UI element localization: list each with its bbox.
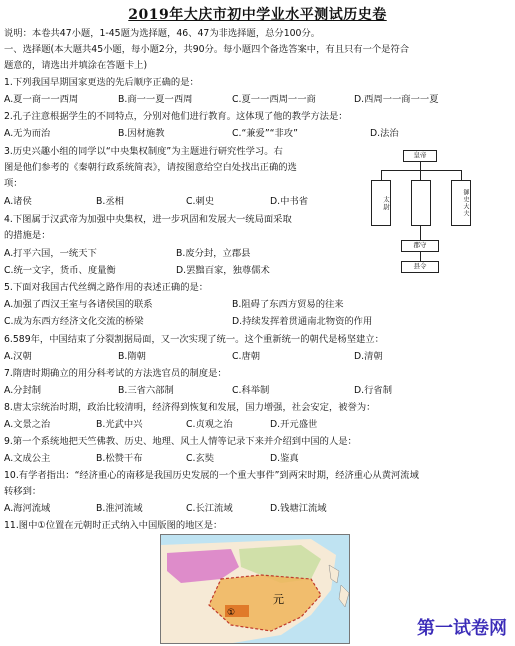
diagram-connector (420, 252, 421, 261)
answer-option: C.夏一一西周一一商 (232, 94, 316, 105)
question-stem: 1.下列我国早期国家更迭的先后顺序正确的是： (4, 77, 199, 88)
question-stem: 10.有学者指出：“经济重心的南移是我国历史发展的一个重大事件”到两宋时期，经济重心从黄河流域 (4, 470, 419, 481)
question-stem: 11.图中①位置在元朝时正式纳入中国版图的地区是： (4, 520, 223, 531)
answer-option: A.文成公主 (4, 453, 51, 464)
answer-option: A.汉朝 (4, 351, 32, 362)
answer-option: A.夏一商一一西周 (4, 94, 79, 105)
diagram-connector (381, 170, 382, 180)
answer-option: D.中书省 (270, 196, 309, 207)
answer-option: D.钱塘江流域 (270, 503, 327, 514)
answer-option: C.贞观之治 (186, 419, 233, 430)
answer-option: B.废分封，立郡县 (176, 248, 251, 259)
answer-option: D.行省制 (354, 385, 393, 396)
answer-option: B.阻碍了东西方贸易的往来 (232, 299, 344, 310)
map-graphic (161, 535, 350, 644)
qin-admin-diagram (365, 150, 477, 280)
diagram-connector (381, 170, 461, 171)
answer-option: D.鉴真 (270, 453, 299, 464)
answer-option: B.三省六部制 (118, 385, 174, 396)
question-stem: 7.隋唐时期确立的用分科考试的方法选官员的制度是： (4, 368, 227, 379)
answer-option: A.加强了西汉王室与各诸侯国的联系 (4, 299, 153, 310)
answer-option: A.分封制 (4, 385, 42, 396)
diagram-connector (420, 226, 421, 240)
map-label-1: ① (227, 608, 236, 618)
diagram-emperor-box: 皇帝 (403, 150, 437, 162)
map-label-yuan: 元 (273, 593, 284, 606)
page-title: 2019年大庆市初中学业水平测试历史卷 (128, 7, 387, 23)
diagram-taiwei-box: 太尉 (371, 180, 391, 226)
diagram-junshou-box: 郡守 (401, 240, 439, 252)
answer-option: A.文景之治 (4, 419, 51, 430)
yuan-dynasty-map (160, 534, 350, 644)
answer-option: B.光武中兴 (96, 419, 143, 430)
answer-option: C.统一文字，货币、度量衡 (4, 265, 116, 276)
answer-option: C.玄奘 (186, 453, 215, 464)
answer-option: A.打平六国，一统天下 (4, 248, 97, 259)
answer-option: D.持续发挥着贯通南北物资的作用 (232, 316, 373, 327)
question-stem: 9.第一个系统地把天竺佛教、历史、地理、风土人情等记录下来并介绍到中国的人是： (4, 436, 357, 447)
answer-option: C.唐朝 (232, 351, 261, 362)
answer-option: C.科举制 (232, 385, 270, 396)
intro-line: 说明：本卷共47小题，1-45题为选择题，46、47为非选择题，总分100分。 (4, 28, 321, 39)
watermark-logo: 第一试卷网 (417, 618, 507, 639)
question-stem: 的措施是： (4, 230, 51, 241)
answer-option: C.成为东西方经济文化交流的桥梁 (4, 316, 144, 327)
diagram-blank-box (411, 180, 431, 226)
question-stem: 项： (4, 178, 23, 189)
answer-option: A.诸侯 (4, 196, 32, 207)
answer-option: B.因材施教 (118, 128, 165, 139)
answer-option: C.刺史 (186, 196, 215, 207)
answer-option: D.西周一一商一一夏 (354, 94, 439, 105)
question-stem: 转移到： (4, 486, 42, 497)
intro-line: 一、选择题(本大题共45小题，每小题2分，共90分。每小题四个备选答案中，有且只有一个是符合 (4, 44, 410, 55)
diagram-yushidafu-box: 御史大夫 (451, 180, 471, 226)
diagram-xianling-box: 县令 (401, 261, 439, 273)
question-stem: 4.下图属于汉武帝为加强中央集权，进一步巩固和发展大一统局面采取 (4, 214, 292, 225)
answer-option: C.长江流域 (186, 503, 233, 514)
answer-option: D.罢黜百家，独尊儒术 (176, 265, 270, 276)
question-stem: 3.历史兴趣小组的同学以“中央集权制度”为主题进行研究性学习。右 (4, 146, 283, 157)
answer-option: B.隋朝 (118, 351, 146, 362)
answer-option: D.开元盛世 (270, 419, 318, 430)
question-stem: 2.孔子注意根据学生的不同特点，分别对他们进行教育。这体现了他的教学方法是： (4, 111, 348, 122)
question-stem: 6.589年，中国结束了分裂割据局面，又一次实现了统一。这个重新统一的朝代是杨坚建立： (4, 334, 384, 345)
answer-option: B.松赞干布 (96, 453, 143, 464)
answer-option: B.淮河流域 (96, 503, 143, 514)
diagram-connector (420, 162, 421, 170)
question-stem: 8.唐太宗统治时期，政治比较清明，经济得到恢复和发展，国力增强，社会安定，被誉为： (4, 402, 376, 413)
diagram-connector (420, 170, 421, 180)
answer-option: A.海河流域 (4, 503, 51, 514)
answer-option: B.丞相 (96, 196, 124, 207)
answer-option: B.商一一夏一西周 (118, 94, 193, 105)
question-stem: 图是他们参考的《秦朝行政系统简表》，请按图意给空白处找出正确的选 (4, 162, 297, 173)
question-stem: 5.下面对我国古代丝绸之路作用的表述正确的是： (4, 282, 209, 293)
intro-line: 题意的，请选出并填涂在答题卡上) (4, 60, 148, 71)
answer-option: C.“兼爱”“非攻” (232, 128, 298, 139)
answer-option: D.清朝 (354, 351, 383, 362)
answer-option: A.无为而治 (4, 128, 51, 139)
answer-option: D.法治 (370, 128, 399, 139)
diagram-connector (461, 170, 462, 180)
